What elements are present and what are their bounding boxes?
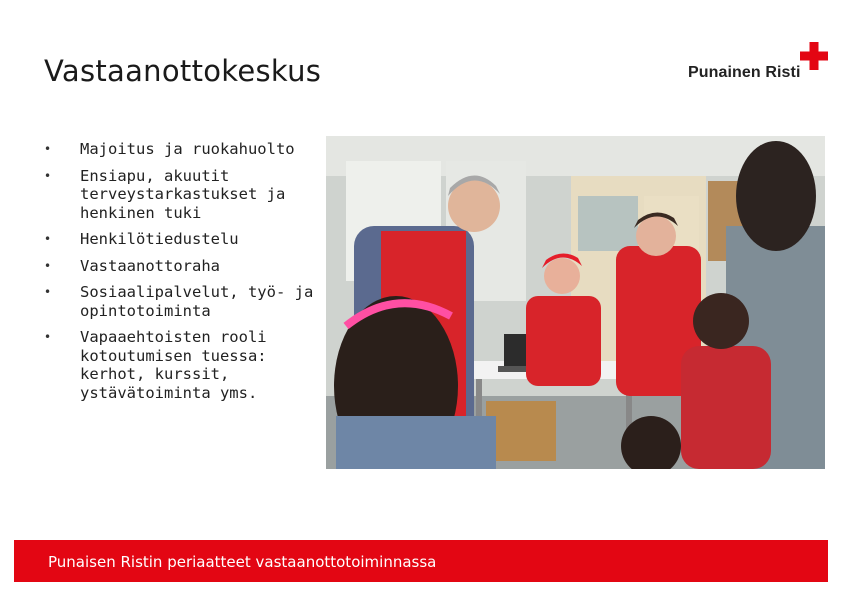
bullet-list (44, 140, 314, 410)
bullet-item (44, 167, 314, 223)
volunteers-photo (326, 136, 825, 469)
bullet-text: Vastaanottoraha (80, 256, 220, 275)
punainen-risti-logo (688, 42, 830, 86)
bullet-text: Ensiapu, akuutit terveystarkastukset ja henkinen tuki (80, 166, 286, 222)
photo-illustration (326, 136, 825, 469)
bullet-text: Vapaaehtoisten rooli kotoutumisen tuessa: kerhot, kurssit, ystävätoiminta yms. (80, 328, 267, 402)
footer-text: Punaisen Ristin periaatteet vastaanottotoiminnassa (48, 553, 437, 571)
bullet-item (44, 257, 314, 276)
bullet-item (44, 230, 314, 249)
bullet-item (44, 328, 314, 402)
bullet-marker: • (44, 168, 52, 183)
bullet-text: Majoitus ja ruokahuolto (80, 140, 295, 158)
bullet-marker: • (44, 330, 52, 344)
bullet-item (44, 140, 314, 159)
bullet-marker: • (44, 142, 52, 156)
bullet-marker: • (44, 285, 52, 299)
bullet-marker: • (44, 232, 52, 246)
red-cross-icon (800, 42, 828, 70)
slide-title: Vastaanottokeskus (44, 54, 322, 88)
logo-text: Punainen Risti (688, 64, 801, 81)
bullet-marker: • (44, 258, 52, 273)
footer-bar (14, 540, 828, 582)
bullet-text: Sosiaalipalvelut, työ- ja opintotoiminta (80, 283, 314, 320)
bullet-text: Henkilötiedustelu (80, 230, 239, 248)
bullet-item (44, 283, 314, 320)
